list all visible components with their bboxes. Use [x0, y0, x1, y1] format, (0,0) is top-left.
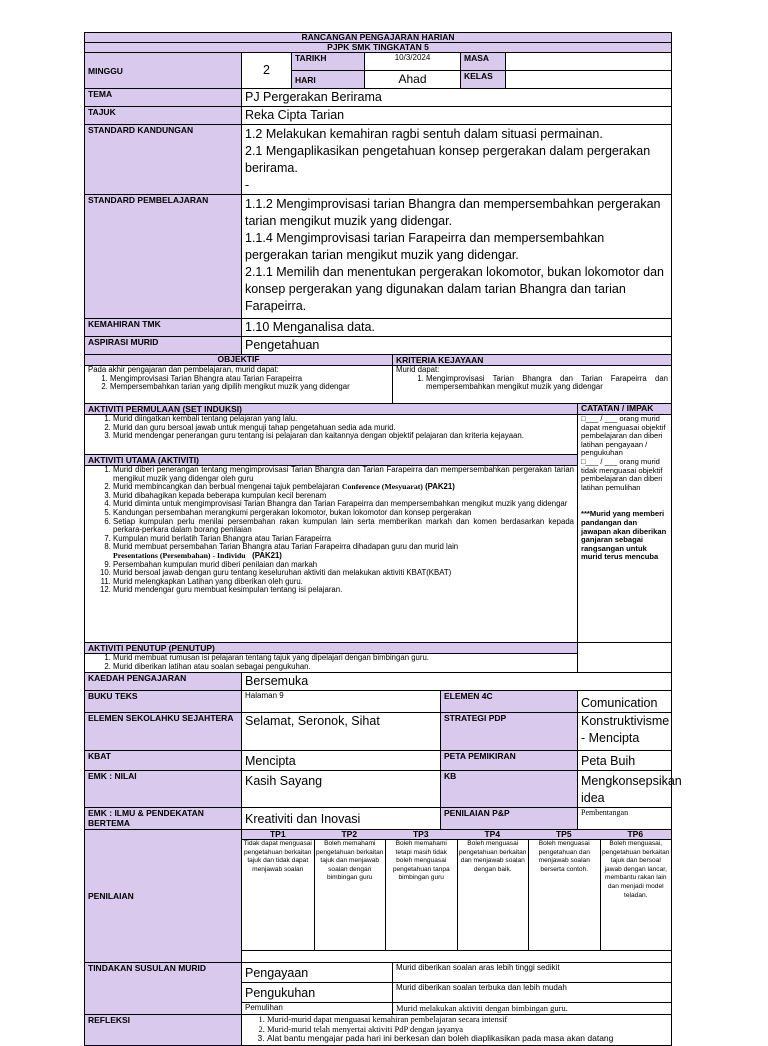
- utama-item: 10. Murid bersoal jawab dengan guru tentang keseluruhan aktiviti dan melakukan aktiviti KBAT(KBAT): [113, 569, 574, 578]
- hari-label: HARI: [292, 71, 365, 89]
- utama-item: 7. Kumpulan murid berlatih Tarian Bhangra atau Tarian Farapeirra: [113, 535, 574, 544]
- utama-item: 9. Persembahan kumpulan murid diberi penilaian dan markah: [113, 561, 574, 570]
- sk-line-2: 2.1 Mengaplikasikan pengetahuan konsep pergerakan dalam pergerakan berirama.: [245, 144, 651, 175]
- sp-line-1: 1.1.2 Mengimprovisasi tarian Bhangra dan mempersembahkan pergerakan tarian mengikut muzik yang didengar.: [245, 197, 661, 228]
- elemen-sekolah-label: ELEMEN SEKOLAHKU SEJAHTERA: [85, 713, 242, 751]
- aspirasi-murid-label: ASPIRASI MURID: [85, 337, 242, 355]
- elemen-4c-value: Comunication: [578, 691, 672, 713]
- emk-ilmu-value: Kreativiti dan Inovasi: [242, 808, 441, 830]
- sp-line-2: 1.1.4 Mengimprovisasi tarian Farapeirra dan mempersembahkan pergerakan tarian mengikut muzik yang didengar.: [245, 231, 605, 262]
- document-subtitle: PJPK SMK TINGKATAN 5: [85, 43, 672, 53]
- peta-value: Peta Buih: [578, 751, 672, 771]
- emk-ilmu-label: EMK : ILMU & PENDEKATAN BERTEMA: [85, 808, 242, 830]
- elemen-sekolah-value: Selamat, Seronok, Sihat: [242, 713, 441, 751]
- buku-teks-value: Halaman 9: [242, 691, 441, 713]
- refleksi-label: REFLEKSI: [85, 1015, 242, 1046]
- kb-label: KB: [441, 771, 578, 808]
- masa-value: [506, 53, 672, 71]
- sk-line-3: -: [245, 178, 250, 192]
- tp1-desc: Tidak dapat menguasai pengetahuan berkaitan tajuk dan tidak dapat menjawab soalan: [243, 840, 312, 873]
- objektif-intro: Pada akhir pengajaran dan pembelajaran, murid dapat:: [88, 365, 279, 374]
- kemahiran-tmk-value: 1.10 Menganalisa data.: [242, 319, 672, 337]
- aspirasi-murid-value: Pengetahuan: [242, 337, 672, 355]
- tp1-header: TP1: [242, 830, 314, 840]
- masa-label: MASA: [461, 53, 506, 71]
- refleksi-item: 3. Alat bantu mengajar pada hari ini berkesan dan boleh diaplikasikan pada masa akan datang: [267, 1034, 668, 1044]
- sk-line-1: 1.2 Melakukan kemahiran ragbi sentuh dalam situasi permainan.: [245, 127, 603, 141]
- objektif-header: OBJEKTIF: [85, 355, 393, 366]
- refleksi-item: 1. Murid-murid dapat menguasai kemahiran pembelajaran secara intensif: [267, 1015, 668, 1025]
- kaedah-label: KAEDAH PENGAJARAN: [85, 673, 242, 691]
- utama-header: AKTIVITI UTAMA (AKTIVITI): [85, 454, 577, 466]
- catatan-menguasai: □___ / ___ orang murid dapat menguasai objektif pembelajaran dan diberi latihan pengayaan / pengukuhan: [581, 414, 666, 458]
- permulaan-item: 2. Murid dan guru bersoal jawab untuk menguji tahap pengetahuan sedia ada murid.: [113, 424, 574, 433]
- tp5-desc: Boleh menguasai pengetahuan dan menjawab soalan berserta contoh.: [528, 840, 600, 950]
- permulaan-item: 3. Murid mendengar penerangan guru tentang isi pelajaran dan kaitannya dengan objektif pelajaran dan kriteria kejayaan.: [113, 432, 574, 441]
- pengayaan-value: Murid diberikan soalan aras lebih tinggi sedikit: [393, 963, 672, 983]
- penilaian-pp-value: Pembentangan: [578, 808, 672, 830]
- utama-item: 12. Murid mendengar guru membuat kesimpulan tentang isi pelajaran.: [113, 586, 574, 595]
- utama-item: 2. Murid membincangkan dan berbual mengenai tajuk pembelajaran Conference (Mesyuarat) (PAK21): [113, 483, 574, 492]
- tp4-desc: Boleh menguasai pengetahuan berkaitan dan menjawab soalan dengan baik.: [457, 840, 529, 950]
- tp6-header: TP6: [600, 830, 672, 840]
- tajuk-label: TAJUK: [85, 107, 242, 125]
- permulaan-item: 1. Murid diingatkan kembali tentang pelajaran yang lalu.: [113, 415, 574, 424]
- tindakan-label: TINDAKAN SUSULAN MURID: [85, 963, 242, 1015]
- utama-item: 5. Kandungan persembahan merangkumi pergerakan lokomotor, bukan lokomotor dan konsep pergerakan: [113, 509, 574, 518]
- kaedah-value: Bersemuka: [242, 673, 672, 691]
- pengayaan-label: Pengayaan: [242, 963, 393, 983]
- document-title: RANCANGAN PENGAJARAN HARIAN: [85, 33, 672, 43]
- penilaian-pp-label: PENILAIAN P&P: [441, 808, 578, 830]
- kriteria-item: 1. Mengimprovisasi Tarian Bhangra dan Tarian Farapeirra dan mempersembahkan mengikut muzik yang didengar: [426, 375, 668, 392]
- penutup-item: 2. Murid diberikan latihan atau soalan sebagai pengukuhan.: [113, 663, 574, 672]
- pengukuhan-label: Pengukuhan: [242, 983, 393, 1003]
- kriteria-intro: Murid dapat:: [396, 365, 440, 374]
- hari-value: Ahad: [365, 71, 461, 89]
- strategi-value: Konstruktivisme - Mencipta: [578, 713, 672, 751]
- kbat-label: KBAT: [85, 751, 242, 771]
- utama-item: 6. Setiap kumpulan perlu menilai persembahan rakan kumpulan lain serta memberikan markah dan komen berdasarkan kepada perkara-perkara dalam borang penilaian: [113, 518, 574, 535]
- kelas-value: [506, 71, 672, 89]
- strategi-label: STRATEGI PDP: [441, 713, 578, 751]
- tema-value: PJ Pergerakan Berirama: [242, 89, 672, 107]
- tp2-header: TP2: [314, 830, 386, 840]
- catatan-ganjaran: ***Murid yang memberi pandangan dan jawapan akan diberikan ganjaran sebagai rangsangan untuk murid terus mencuba: [581, 509, 667, 562]
- kemahiran-tmk-label: KEMAHIRAN TMK: [85, 319, 242, 337]
- refleksi-item: 2. Murid-murid telah menyertai aktiviti PdP dengan jayanya: [267, 1025, 668, 1035]
- pemulihan-label: Pemulihan: [242, 1003, 393, 1015]
- tarikh-value: 10/3/2024: [365, 53, 461, 71]
- minggu-label: MINGGU: [85, 53, 242, 89]
- emk-nilai-value: Kasih Sayang: [242, 771, 441, 808]
- utama-item: 11. Murid melengkapkan Latihan yang diberikan oleh guru.: [113, 578, 574, 587]
- utama-item: 4. Murid diminta untuk mengimprovisasi Tarian Bhangra dan Tarian Farapeirra dan mempersembahkan mengikut muzik yang didengar: [113, 500, 574, 509]
- standard-pembelajaran-label: STANDARD PEMBELAJARAN: [85, 195, 242, 319]
- catatan-header: CATATAN / IMPAK: [578, 404, 672, 415]
- utama-item: 1. Murid diberi penerangan tentang mengimprovisasi Tarian Bhangra dan Tarian Farapeirra dan mempersembahkan pergerakan tarian mengikut muzik yang didengar oleh guru: [113, 466, 574, 483]
- elemen-4c-label: ELEMEN 4C: [441, 691, 578, 713]
- buku-teks-label: BUKU TEKS: [85, 691, 242, 713]
- permulaan-header: AKTIVITI PERMULAAN (SET INDUKSI): [85, 404, 578, 415]
- penutup-item: 1. Murid membuat rumusan isi pelajaran tentang tajuk yang dipelajari dengan bimbingan guru.: [113, 654, 574, 663]
- peta-label: PETA PEMIKIRAN: [441, 751, 578, 771]
- tarikh-label: TARIKH: [292, 53, 365, 71]
- catatan-tidak-menguasai: □___ / ___ orang murid tidak menguasai objektif pembelajaran dan diberi latihan pemulihan: [581, 456, 663, 492]
- sp-line-3: 2.1.1 Memilih dan menentukan pergerakan lokomotor, bukan lokomotor dan konsep pergerakan yang digunakan dalam tarian Bhangra dan tarian Farapeirra.: [245, 265, 665, 313]
- tp6-desc: Boleh menguasai, pengetahuan berkaitan tajuk dan bersoal jawab dengan lancar, membantu rakan lain dan menjadi model teladan.: [600, 840, 672, 950]
- utama-item: 3. Murid dibahagikan kepada beberapa kumpulan kecil berenam: [113, 492, 574, 501]
- tajuk-value: Reka Cipta Tarian: [242, 107, 672, 125]
- penilaian-label: PENILAIAN: [85, 830, 242, 963]
- emk-nilai-label: EMK : NILAI: [85, 771, 242, 808]
- tp3-header: TP3: [385, 830, 457, 840]
- objektif-item: 2. Mempersembahkan tarian yang dipilih mengikut muzik yang didengar: [110, 383, 389, 392]
- kb-value: Mengkonsepsikan idea: [578, 771, 672, 808]
- kbat-value: Mencipta: [242, 751, 441, 771]
- pemulihan-value: Murid melakukan aktiviti dengan bimbingan guru.: [393, 1003, 672, 1015]
- tp5-header: TP5: [528, 830, 600, 840]
- kelas-label: KELAS: [461, 71, 506, 89]
- minggu-value: 2: [242, 53, 292, 89]
- tp3-desc: Boleh memahami tetapi masih tidak boleh menguasai pengetahuan tanpa bimbingan guru: [385, 840, 457, 950]
- tp4-header: TP4: [457, 830, 529, 840]
- penutup-header: AKTIVITI PENUTUP (PENUTUP): [85, 643, 578, 654]
- kriteria-header: KRITERIA KEJAYAAN: [393, 355, 672, 366]
- pengukuhan-value: Murid diberikan soalan terbuka dan lebih mudah: [393, 983, 672, 1003]
- tema-label: TEMA: [85, 89, 242, 107]
- rph-table: [84, 32, 682, 1046]
- tp2-desc: Boleh memahami pengetahuan berkaitan tajuk dan menjawab soalan dengan bimbingan guru: [314, 840, 386, 950]
- objektif-item: 1. Mengimprovisasi Tarian Bhangra atau Tarian Farapeirra: [110, 375, 389, 384]
- utama-item: 8. Murid membuat persembahan Tarian Bhangra atau Tarian Farapeirra dihadapan guru dan murid lain Presentations (Persembahan) - Individu (PAK21): [113, 543, 574, 560]
- standard-kandungan-label: STANDARD KANDUNGAN: [85, 125, 242, 195]
